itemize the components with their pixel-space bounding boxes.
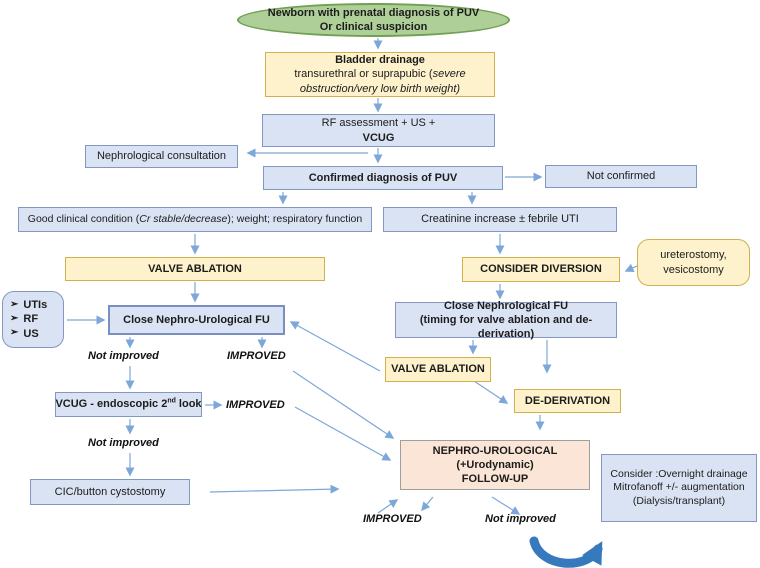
- label-not-improved-3: Not improved: [485, 513, 556, 525]
- node-newborn-puv: [237, 3, 510, 37]
- list-item: [10, 327, 39, 341]
- node-text: DE-DERIVATION: [524, 394, 611, 407]
- node-text: Good clinical condition (Cr stable/decrease); weight; respiratory function: [27, 212, 363, 225]
- node-text: CIC/button cystostomy: [54, 485, 166, 498]
- node-consider-diversion: [462, 257, 620, 282]
- node-ureterostomy-vesicostomy: [637, 239, 750, 286]
- node-monitoring-list: [2, 291, 64, 348]
- node-text: (Dialysis/transplant): [632, 494, 726, 507]
- node-valve-ablation-left: [65, 257, 325, 281]
- node-text: Newborn with prenatal diagnosis of PUV: [267, 6, 480, 19]
- node-text: Nephrological consultation: [96, 150, 227, 163]
- list-item: [10, 312, 38, 326]
- node-confirmed-diagnosis: [263, 166, 503, 190]
- node-text: (timing for valve ablation and de-derivation): [419, 313, 593, 341]
- node-cic-button-cystostomy: [30, 479, 190, 505]
- node-text: vesicostomy: [663, 263, 724, 276]
- node-text: obstruction/very low birth weight): [299, 82, 461, 95]
- arrow-bullet-icon: ➢: [10, 299, 19, 311]
- node-not-confirmed: [545, 165, 697, 188]
- label-improved-3: IMPROVED: [363, 513, 422, 525]
- node-text: VCUG - endoscopic 2nd look: [55, 397, 202, 411]
- node-nephrological-consultation: [85, 145, 238, 168]
- node-close-nephrological-fu: [395, 299, 617, 341]
- node-valve-ablation-right: [385, 357, 491, 382]
- node-creatinine-increase: [383, 207, 617, 232]
- bullet-label: US: [23, 327, 39, 340]
- node-text: (+Urodynamic): [456, 458, 534, 471]
- node-rf-assessment: [262, 114, 495, 147]
- restart-curved-arrow: [534, 541, 598, 563]
- node-text: RF assessment + US +: [321, 117, 436, 130]
- node-text: Consider :Overnight drainage: [610, 467, 748, 480]
- node-text: VCUG: [362, 131, 395, 144]
- arrow-bullet-icon: ➢: [10, 313, 19, 325]
- node-text: Creatinine increase ± febrile UTI: [421, 213, 579, 226]
- list-item: [10, 298, 47, 312]
- node-consider-options: [601, 454, 757, 522]
- node-text: Mitrofanoff +/- augmentation: [613, 481, 745, 494]
- node-vcug-second-look: [55, 392, 202, 417]
- label-not-improved-2: Not improved: [88, 437, 159, 449]
- node-text: VALVE ABLATION: [391, 363, 485, 376]
- node-text: CONSIDER DIVERSION: [480, 263, 602, 276]
- node-text: FOLLOW-UP: [461, 473, 529, 486]
- node-text: NEPHRO-UROLOGICAL: [432, 444, 558, 457]
- label-not-improved-1: Not improved: [88, 350, 159, 362]
- node-text: ureterostomy,: [660, 249, 727, 262]
- bullet-label: UTIs: [23, 299, 48, 312]
- node-text: Not confirmed: [586, 170, 656, 183]
- node-text: transurethral or suprapubic (severe: [294, 68, 466, 81]
- node-nephro-urological-follow-up: [400, 440, 590, 490]
- node-text: Or clinical suspicion: [319, 21, 428, 33]
- node-de-derivation: [514, 389, 621, 413]
- node-text: Close Nephro-Urological FU: [123, 313, 270, 326]
- node-title: Bladder drainage: [335, 54, 425, 67]
- node-text: Confirmed diagnosis of PUV: [308, 171, 458, 184]
- node-text: VALVE ABLATION: [148, 262, 242, 275]
- label-improved-2: IMPROVED: [226, 399, 285, 411]
- node-good-clinical-condition: [18, 207, 372, 232]
- node-close-nephro-urological-fu: [108, 305, 285, 335]
- arrow-bullet-icon: ➢: [10, 327, 19, 339]
- label-improved-1: IMPROVED: [227, 350, 286, 362]
- node-title: Close Nephrological FU: [443, 299, 569, 312]
- node-bladder-drainage: [265, 52, 495, 97]
- bullet-label: RF: [23, 313, 39, 326]
